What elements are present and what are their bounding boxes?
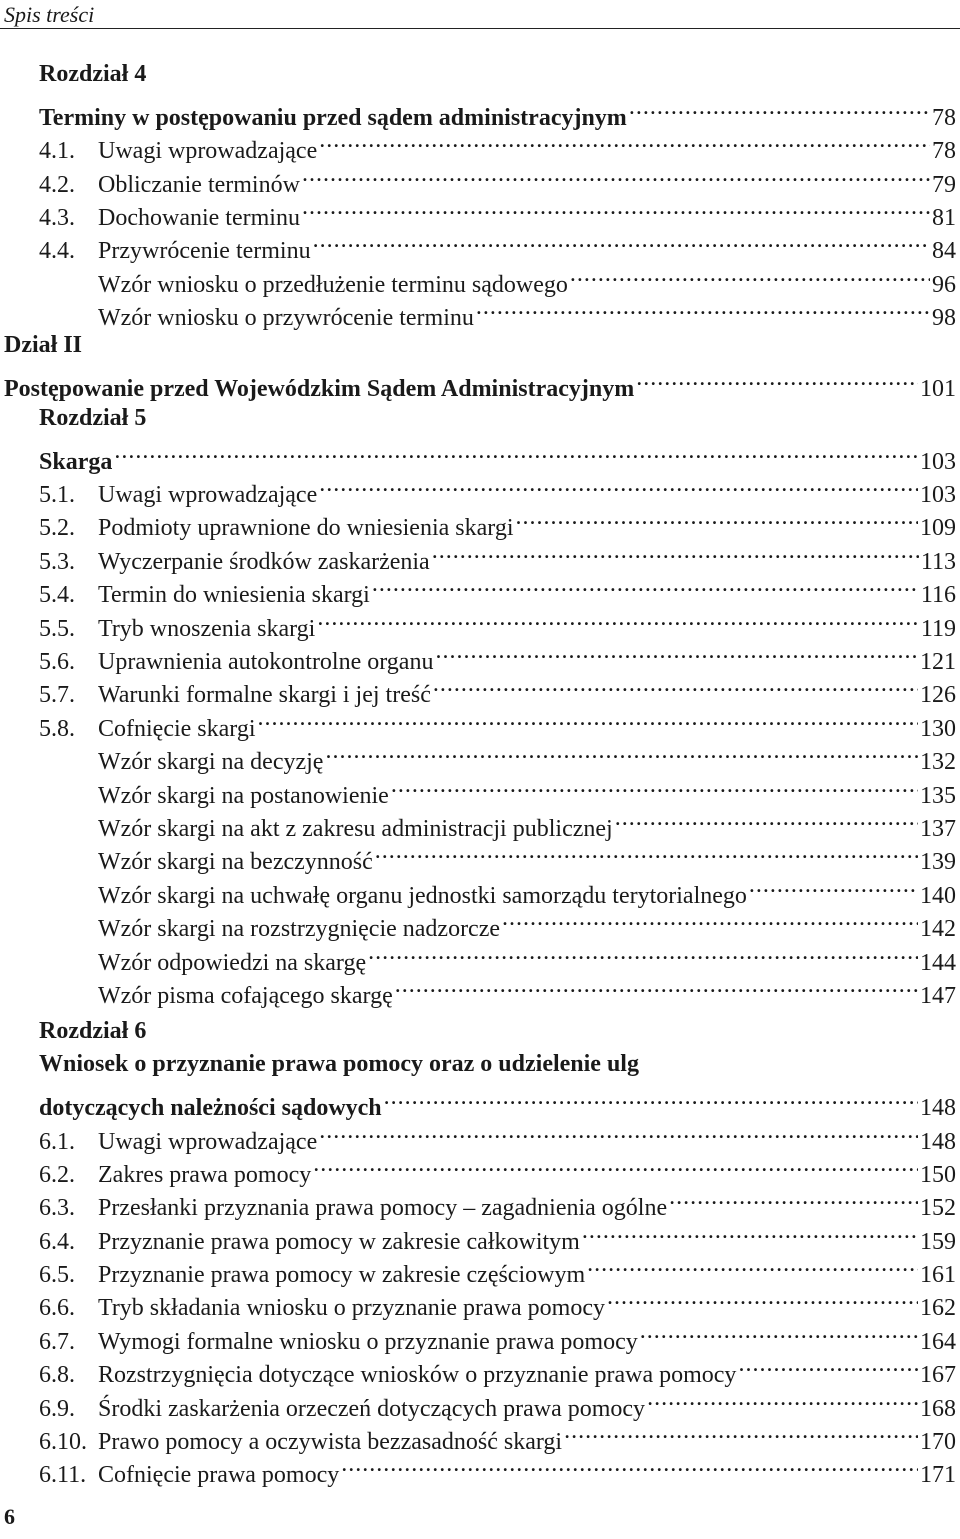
dot-leader xyxy=(749,869,918,902)
header-rule xyxy=(0,28,960,29)
entry-title: Wzór skargi na bezczynność xyxy=(98,849,373,876)
dot-leader xyxy=(302,192,930,225)
dot-leader xyxy=(647,1382,918,1415)
page-ref: 103 xyxy=(920,448,956,475)
dot-leader xyxy=(607,1282,918,1315)
entry-number: 6.7. xyxy=(39,1328,75,1355)
entry-title: Wymogi formalne wniosku o przyznanie prawa pomocy xyxy=(98,1328,638,1355)
entry-title: Dochowanie terminu xyxy=(98,204,300,231)
entry-number: 5.4. xyxy=(39,582,75,609)
entry-title: Prawo pomocy a oczywista bezzasadność skargi xyxy=(98,1429,563,1456)
toc-entry[interactable] xyxy=(0,469,960,509)
entry-number: 6.8. xyxy=(39,1362,75,1389)
entry-title: Cofnięcie skargi xyxy=(98,715,256,742)
part-label: Dział II xyxy=(4,332,82,359)
chapter-4-title-row[interactable] xyxy=(0,91,960,131)
entry-number: 4.2. xyxy=(39,171,75,198)
entry-number: 5.7. xyxy=(39,682,75,709)
entry-title: Zakres prawa pomocy xyxy=(98,1161,312,1188)
page-ref: 135 xyxy=(920,782,956,809)
dot-leader xyxy=(669,1182,918,1215)
page-ref: 139 xyxy=(920,849,956,876)
page-ref: 79 xyxy=(932,171,956,198)
chapter-label: Rozdział 5 xyxy=(39,404,147,431)
entry-number: 6.5. xyxy=(39,1262,75,1289)
entry-title: Uwagi wprowadzające xyxy=(98,482,318,509)
entry-title: Wyczerpanie środków zaskarżenia xyxy=(98,548,430,575)
page-ref: 130 xyxy=(920,715,956,742)
dot-leader xyxy=(640,1315,918,1348)
entry-number: 4.4. xyxy=(39,238,75,265)
page-ref: 98 xyxy=(932,305,956,332)
page-ref: 152 xyxy=(920,1195,956,1222)
entry-title: Wzór skargi na decyzję xyxy=(98,749,324,776)
entry-title: Wzór skargi na akt z zakresu administracji publicznej xyxy=(98,815,613,842)
dot-leader xyxy=(516,502,919,535)
dot-leader xyxy=(391,769,918,802)
dot-leader xyxy=(395,970,918,1003)
dot-leader xyxy=(372,569,919,602)
page-ref: 121 xyxy=(920,649,956,676)
entry-title: Wzór skargi na postanowienie xyxy=(98,782,389,809)
entry-title: Uwagi wprowadzające xyxy=(98,138,318,165)
page-ref: 119 xyxy=(920,615,956,642)
dot-leader xyxy=(341,1449,918,1482)
dot-leader xyxy=(313,1149,918,1182)
entry-number: 5.2. xyxy=(39,515,75,542)
entry-title: Wzór wniosku o przywrócenie terminu xyxy=(98,305,474,332)
page-ref: 113 xyxy=(920,548,956,575)
part-title: Postępowanie przed Wojewódzkim Sądem Administracyjnym xyxy=(4,375,635,402)
entry-number: 4.3. xyxy=(39,204,75,231)
page-ref: 148 xyxy=(920,1128,956,1155)
entry-title: Wzór wniosku o przedłużenie terminu sądowego xyxy=(98,271,568,298)
page-ref: 161 xyxy=(920,1262,956,1289)
dot-leader xyxy=(313,225,930,258)
dot-leader xyxy=(302,158,930,191)
entry-number: 5.8. xyxy=(39,715,75,742)
entry-title: Tryb wnoszenia skargi xyxy=(98,615,316,642)
dot-leader xyxy=(319,469,918,502)
chapter-label: Rozdział 4 xyxy=(39,61,147,87)
chapter-5-title-row[interactable] xyxy=(0,435,960,475)
entry-number: 6.6. xyxy=(39,1295,75,1322)
dot-leader xyxy=(319,1115,918,1148)
dot-leader xyxy=(435,636,918,669)
entry-title: Wzór pisma cofającego skargę xyxy=(98,982,393,1009)
page-ref: 101 xyxy=(920,375,956,402)
entry-title: Przesłanki przyznania prawa pomocy – zagadnienia ogólne xyxy=(98,1195,668,1222)
entry-number: 6.10. xyxy=(39,1429,87,1456)
page-ref: 78 xyxy=(932,104,956,131)
chapter-4-label xyxy=(0,58,960,91)
part-2-title-row[interactable] xyxy=(0,363,960,402)
entry-number: 6.2. xyxy=(39,1161,75,1188)
entry-number: 5.6. xyxy=(39,649,75,676)
page-ref: 147 xyxy=(920,982,956,1009)
entry-title: Uprawnienia autokontrolne organu xyxy=(98,649,434,676)
dot-leader xyxy=(325,736,918,769)
dot-leader xyxy=(636,363,918,396)
page-ref: 132 xyxy=(920,749,956,776)
entry-number: 6.4. xyxy=(39,1228,75,1255)
page-ref: 140 xyxy=(920,882,956,909)
entry-number: 6.1. xyxy=(39,1128,75,1155)
entry-title: Rozstrzygnięcia dotyczące wniosków o przyznanie prawa pomocy xyxy=(98,1362,737,1389)
entry-title: Cofnięcie prawa pomocy xyxy=(98,1462,340,1489)
page-ref: 142 xyxy=(920,916,956,943)
entry-title: Warunki formalne skargi i jej treść xyxy=(98,682,431,709)
dot-leader xyxy=(738,1349,918,1382)
entry-number: 5.5. xyxy=(39,615,75,642)
dot-leader xyxy=(570,258,930,291)
chapter-label: Rozdział 6 xyxy=(39,1017,147,1044)
page-ref: 126 xyxy=(920,682,956,709)
page-ref: 81 xyxy=(932,204,956,231)
page-ref: 162 xyxy=(920,1295,956,1322)
entry-number: 6.9. xyxy=(39,1395,75,1422)
dot-leader xyxy=(432,535,919,568)
page-ref: 150 xyxy=(920,1161,956,1188)
dot-leader xyxy=(564,1416,918,1449)
dot-leader xyxy=(317,602,919,635)
entry-number: 5.1. xyxy=(39,482,75,509)
dot-leader xyxy=(375,836,918,869)
entry-title: Obliczanie terminów xyxy=(98,171,300,198)
entry-number: 5.3. xyxy=(39,548,75,575)
entry-title: Przyznanie prawa pomocy w zakresie całkowitym xyxy=(98,1228,580,1255)
chapter-6-label xyxy=(0,1015,960,1048)
page-ref: 116 xyxy=(920,582,956,609)
table-of-contents xyxy=(0,58,960,1489)
entry-title: Przyznanie prawa pomocy w zakresie częściowym xyxy=(98,1262,586,1289)
page-ref: 137 xyxy=(920,815,956,842)
page-ref: 159 xyxy=(920,1228,956,1255)
chapter-6-title-row[interactable] xyxy=(0,1082,960,1122)
page-ref: 170 xyxy=(920,1429,956,1456)
dot-leader xyxy=(258,702,918,735)
page-ref: 109 xyxy=(920,515,956,542)
dot-leader xyxy=(629,91,930,124)
entry-number: 6.11. xyxy=(39,1462,87,1489)
chapter-6-title-line1[interactable] xyxy=(0,1048,960,1081)
page-ref: 168 xyxy=(920,1395,956,1422)
entry-title: Przywrócenie terminu xyxy=(98,238,311,265)
dot-leader xyxy=(476,292,930,325)
entry-title: Tryb składania wniosku o przyznanie prawa pomocy xyxy=(98,1295,605,1322)
chapter-title: Wniosek o przyznanie prawa pomocy oraz o udzielenie ulg xyxy=(39,1051,639,1078)
page-ref: 103 xyxy=(920,482,956,509)
chapter-title: Skarga xyxy=(39,448,113,475)
chapter-title: Terminy w postępowaniu przed sądem administracyjnym xyxy=(39,104,627,131)
running-header-title: Spis treści xyxy=(4,2,95,27)
page-ref: 78 xyxy=(932,138,956,165)
page-ref: 96 xyxy=(932,271,956,298)
chapter-title-continued: dotyczących należności sądowych xyxy=(39,1095,382,1122)
dot-leader xyxy=(368,936,918,969)
dot-leader xyxy=(319,125,930,158)
page-ref: 144 xyxy=(920,949,956,976)
page-ref: 148 xyxy=(920,1095,956,1122)
dot-leader xyxy=(384,1082,918,1115)
chapter-5-label xyxy=(0,402,960,435)
entry-title: Podmioty uprawnione do wniesienia skargi xyxy=(98,515,514,542)
dot-leader xyxy=(114,435,918,468)
entry-title: Uwagi wprowadzające xyxy=(98,1128,318,1155)
dot-leader xyxy=(582,1215,918,1248)
page-ref: 84 xyxy=(932,238,956,265)
dot-leader xyxy=(587,1249,918,1282)
dot-leader xyxy=(615,803,918,836)
entry-title: Termin do wniesienia skargi xyxy=(98,582,370,609)
dot-leader xyxy=(502,903,918,936)
entry-title: Wzór skargi na rozstrzygnięcie nadzorcze xyxy=(98,916,501,943)
entry-title: Środki zaskarżenia orzeczeń dotyczących prawa pomocy xyxy=(98,1395,646,1422)
entry-number: 6.3. xyxy=(39,1195,75,1222)
page-ref: 171 xyxy=(920,1462,956,1489)
entry-title: Wzór odpowiedzi na skargę xyxy=(98,949,367,976)
entry-number: 4.1. xyxy=(39,138,75,165)
dot-leader xyxy=(433,669,918,702)
page-ref: 164 xyxy=(920,1328,956,1355)
entry-title: Wzór skargi na uchwałę organu jednostki samorządu terytorialnego xyxy=(98,882,747,909)
page-ref: 167 xyxy=(920,1362,956,1389)
page-number: 6 xyxy=(4,1504,15,1529)
